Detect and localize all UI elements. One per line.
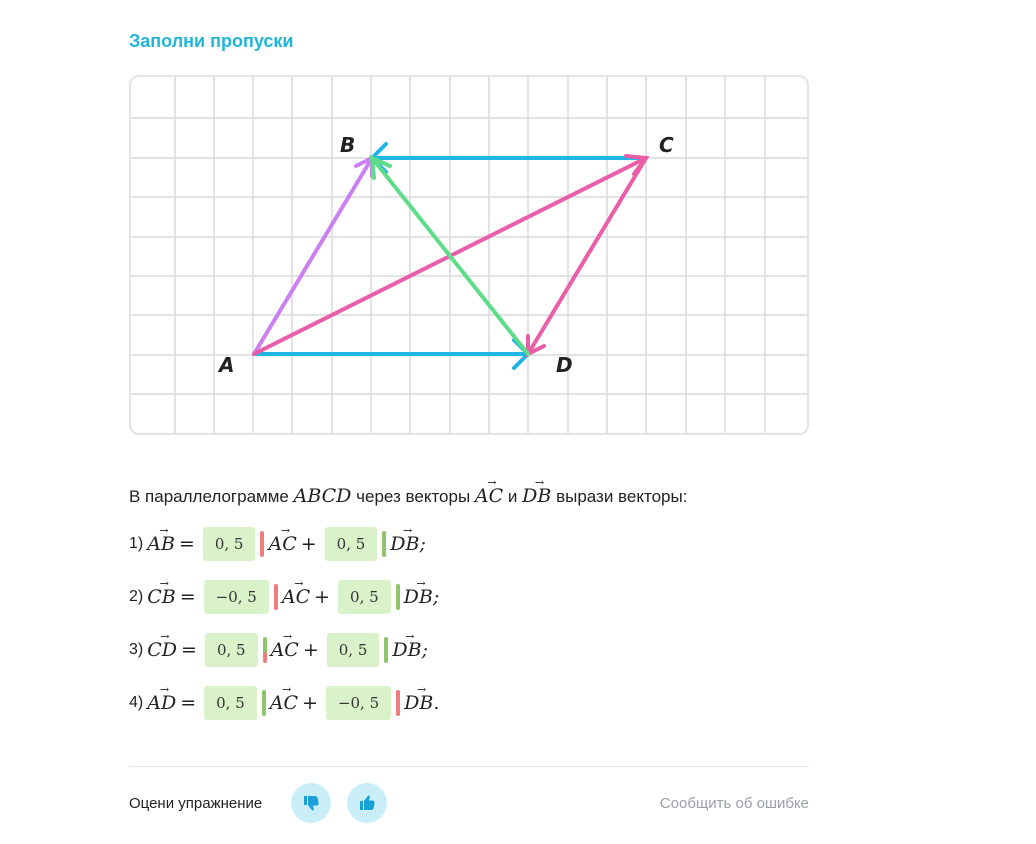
- coef-input-db[interactable]: −0, 5: [326, 686, 391, 720]
- like-button[interactable]: [347, 783, 387, 823]
- vector-ac: → AC: [270, 692, 298, 714]
- thumbs-up-icon: [357, 793, 377, 813]
- equals-sign: =: [181, 639, 197, 661]
- equals-sign: =: [180, 692, 197, 714]
- thumbs-down-icon: [301, 793, 321, 813]
- equation-number: 4): [129, 694, 144, 711]
- answer-status-mark: [396, 690, 400, 716]
- plus-sign: +: [302, 639, 319, 661]
- equals-sign: =: [179, 586, 196, 608]
- equation-lhs: → CB: [147, 586, 176, 608]
- vector-ac: → AC: [271, 639, 299, 661]
- equation-end: ;: [432, 586, 440, 608]
- answer-status-mark: [382, 531, 386, 557]
- vector-db: → DB: [390, 533, 419, 555]
- page-title: Заполни пропуски: [129, 31, 294, 51]
- vector-db-label: → DB: [522, 485, 551, 507]
- plus-sign: +: [314, 586, 331, 608]
- task-through: через векторы: [356, 487, 471, 506]
- vector-db: → DB: [404, 692, 433, 714]
- equation-row-4: [129, 685, 439, 721]
- equation-number: 2): [129, 588, 144, 605]
- point-label-d: D: [556, 353, 573, 377]
- coef-input-db[interactable]: 0, 5: [325, 527, 378, 561]
- answer-status-mark: [396, 584, 400, 610]
- footer-divider: [129, 766, 809, 767]
- answer-status-mark: [260, 531, 264, 557]
- rate-label: Оцени упражнение: [129, 795, 263, 812]
- vector-ac: → AC: [268, 533, 296, 555]
- vector-ac: → AC: [282, 586, 310, 608]
- point-label-b: B: [340, 133, 356, 157]
- equation-row-3: [129, 632, 428, 668]
- point-label-a: A: [219, 353, 235, 377]
- equation-end: ;: [419, 533, 426, 555]
- answer-status-mark: [263, 637, 267, 663]
- coef-input-db[interactable]: 0, 5: [327, 633, 380, 667]
- answer-status-mark: [274, 584, 278, 610]
- equation-lhs: → CD: [147, 639, 177, 661]
- answer-status-mark: [384, 637, 388, 663]
- coef-input-ac[interactable]: −0, 5: [204, 580, 269, 614]
- task-intro: В параллелограмме: [129, 487, 289, 506]
- point-label-c: C: [659, 133, 674, 157]
- report-error-link[interactable]: Сообщить об ошибке: [659, 795, 809, 812]
- coef-input-db[interactable]: 0, 5: [338, 580, 391, 614]
- task-description: [129, 485, 687, 507]
- vector-ac-label: → AC: [475, 485, 503, 507]
- task-and: и: [507, 487, 518, 506]
- equation-row-1: [129, 526, 426, 562]
- equation-lhs: → AD: [147, 692, 176, 714]
- parallelogram-figure: [129, 75, 809, 435]
- figure-name: ABCD: [293, 485, 352, 507]
- plus-sign: +: [302, 692, 318, 714]
- vector-db: → DB: [392, 639, 421, 661]
- dislike-button[interactable]: [291, 783, 331, 823]
- equation-end: .: [433, 692, 440, 714]
- equals-sign: =: [178, 533, 195, 555]
- equation-number: 1): [129, 535, 144, 552]
- plus-sign: +: [300, 533, 317, 555]
- coef-input-ac[interactable]: 0, 5: [203, 527, 256, 561]
- vector-db: → DB: [404, 586, 433, 608]
- answer-status-mark: [262, 690, 266, 716]
- equation-lhs: → AB: [147, 533, 175, 555]
- equation-number: 3): [129, 641, 144, 658]
- coef-input-ac[interactable]: 0, 5: [204, 686, 257, 720]
- grid-lines: [129, 75, 809, 435]
- equation-end: ;: [421, 639, 428, 661]
- coef-input-ac[interactable]: 0, 5: [205, 633, 258, 667]
- vector-diagram: [129, 75, 809, 435]
- task-outro: вырази векторы:: [556, 487, 688, 506]
- equation-row-2: [129, 579, 439, 615]
